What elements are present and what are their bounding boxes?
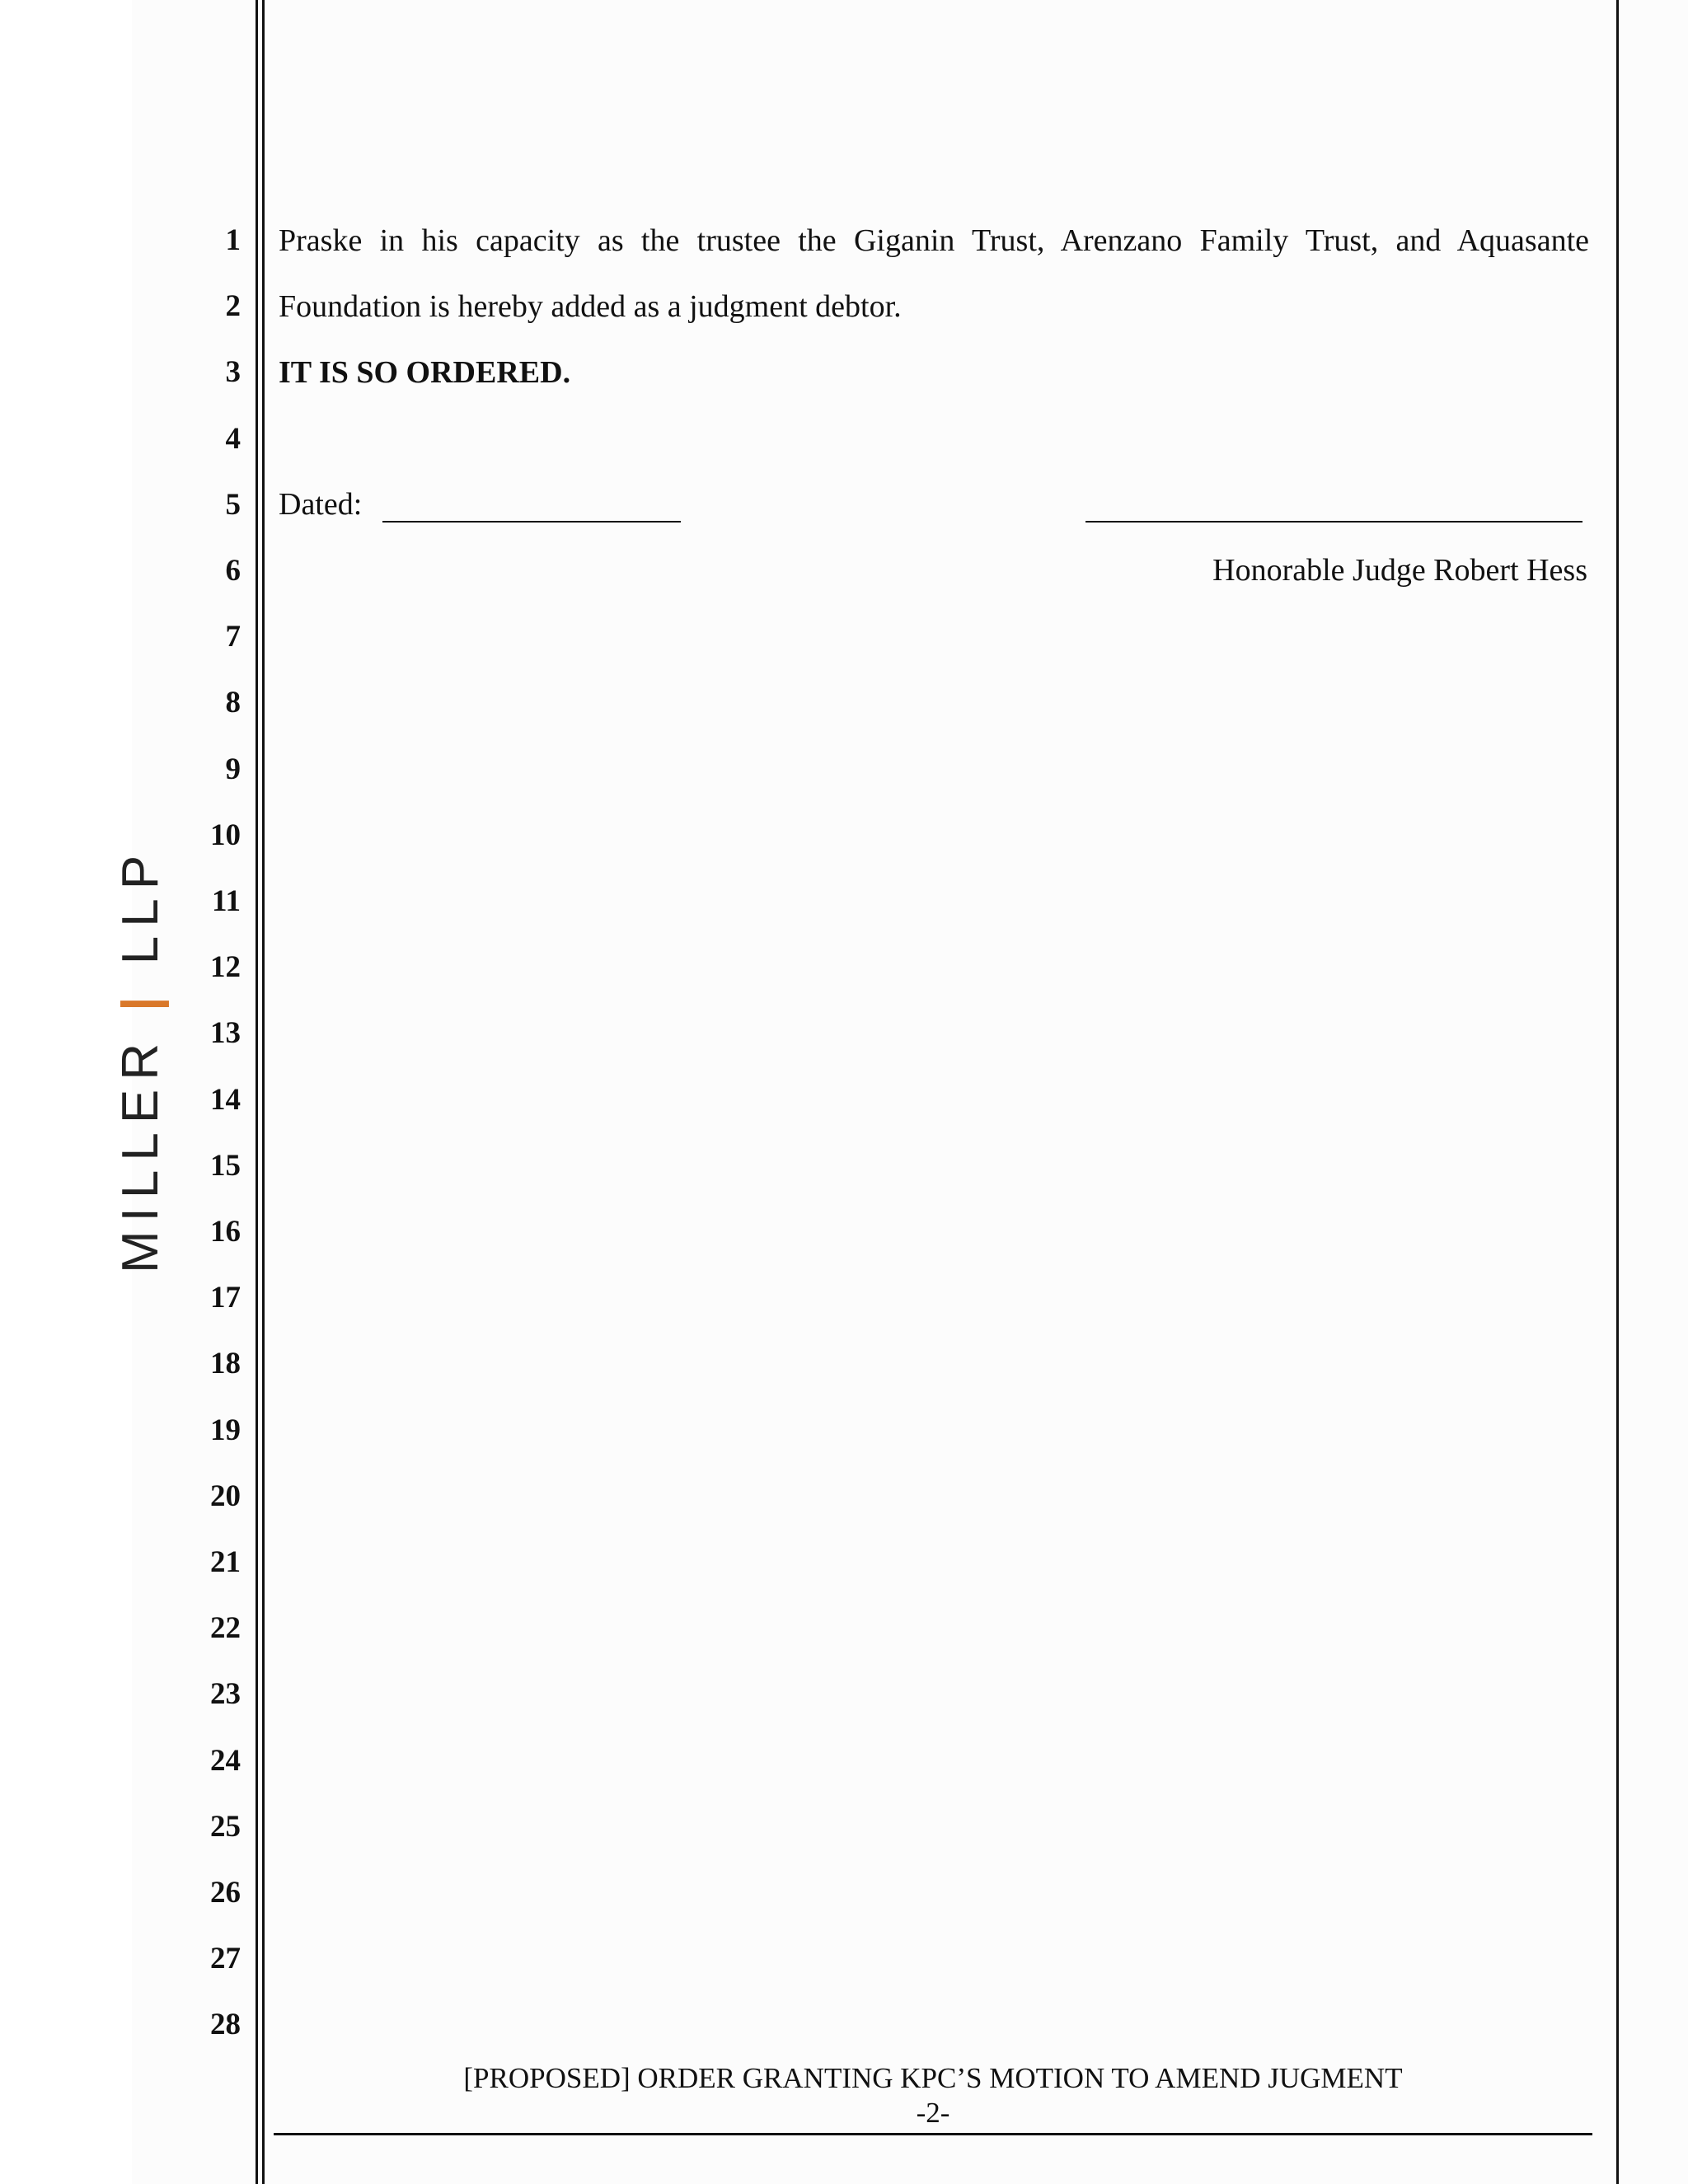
- logo-left: MILLER: [112, 1034, 169, 1273]
- line-number: 14: [210, 1082, 241, 1117]
- logo-right: LLP: [112, 846, 169, 965]
- line-number: 5: [225, 487, 241, 522]
- line-number: 21: [210, 1545, 241, 1579]
- line-number: 10: [210, 818, 241, 852]
- line-number: 8: [225, 686, 241, 720]
- line-number: 1: [225, 223, 241, 257]
- line-number: 7: [225, 620, 241, 654]
- date-line: [382, 521, 681, 523]
- left-margin-rule-outer: [256, 0, 258, 2184]
- line-number: 4: [225, 421, 241, 456]
- body-line-2: Foundation is hereby added as a judgment debtor.: [279, 289, 902, 324]
- line-number: 11: [212, 884, 241, 918]
- footer-rule: [274, 2133, 1592, 2135]
- order-heading: IT IS SO ORDERED.: [279, 355, 571, 390]
- line-number: 27: [210, 1942, 241, 1976]
- footer-title: [PROPOSED] ORDER GRANTING KPC’S MOTION TO AMEND JUGMENT: [463, 2062, 1403, 2094]
- logo-separator: |: [112, 987, 169, 1011]
- line-number: 9: [225, 752, 241, 786]
- left-margin-rule-inner: [262, 0, 265, 2184]
- body-line-1: Praske in his capacity as the trustee the Giganin Trust, Arenzano Family Trust, and Aquasante: [279, 223, 1589, 258]
- judge-name: Honorable Judge Robert Hess: [1212, 553, 1587, 588]
- line-number: 26: [210, 1876, 241, 1910]
- line-number: 22: [210, 1611, 241, 1646]
- line-number: 24: [210, 1743, 241, 1778]
- signature-line: [1085, 521, 1582, 523]
- line-number: 16: [210, 1215, 241, 1249]
- line-number: 23: [210, 1677, 241, 1712]
- right-margin-rule: [1616, 0, 1619, 2184]
- line-number: 6: [225, 554, 241, 588]
- line-number: 13: [210, 1016, 241, 1051]
- page-background: [132, 0, 1688, 2184]
- line-number: 17: [210, 1281, 241, 1315]
- line-number: 19: [210, 1413, 241, 1447]
- line-number: 3: [225, 355, 241, 390]
- dated-label: Dated:: [279, 487, 363, 522]
- line-number: 18: [210, 1347, 241, 1381]
- line-number: 28: [210, 2008, 241, 2042]
- firm-logo: [111, 846, 170, 1273]
- line-number: 15: [210, 1148, 241, 1183]
- line-number: 25: [210, 1809, 241, 1844]
- page-number: -2-: [916, 2097, 950, 2129]
- line-number: 2: [225, 289, 241, 324]
- line-number: 12: [210, 950, 241, 985]
- line-number: 20: [210, 1479, 241, 1513]
